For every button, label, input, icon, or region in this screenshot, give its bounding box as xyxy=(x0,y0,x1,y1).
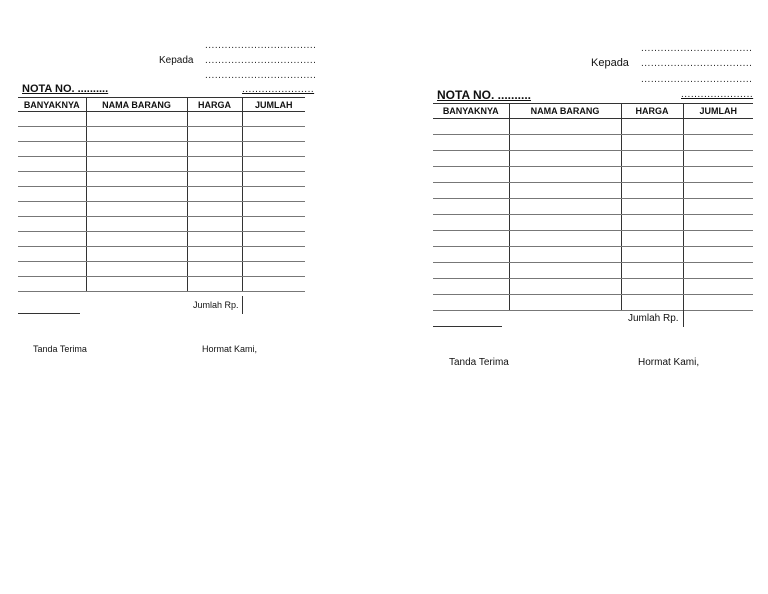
address-line-3: .................................. xyxy=(641,74,753,85)
column-header: HARGA xyxy=(187,98,242,112)
address-line-2: .................................. xyxy=(205,55,317,66)
table-row xyxy=(433,247,753,263)
sender-label: Hormat Kami, xyxy=(202,344,258,354)
nota-form-right xyxy=(410,0,768,420)
table-row xyxy=(18,277,305,292)
date-dots: ...................... xyxy=(681,89,754,100)
column-header: BANYAKNYA xyxy=(433,104,509,119)
column-header: JUMLAH xyxy=(683,104,753,119)
sender-label: Hormat Kami, xyxy=(638,357,700,368)
kepada-label: Kepada xyxy=(159,55,194,66)
address-line-1: .................................. xyxy=(205,40,317,51)
table-row xyxy=(18,217,305,232)
column-header: BANYAKNYA xyxy=(18,98,86,112)
table-row xyxy=(433,167,753,183)
table-row xyxy=(18,157,305,172)
table-row xyxy=(433,151,753,167)
table-row xyxy=(18,232,305,247)
date-dots: ...................... xyxy=(242,84,315,95)
address-line-2: .................................. xyxy=(641,58,753,69)
column-header: HARGA xyxy=(621,104,683,119)
table-row xyxy=(18,247,305,262)
address-line-1: .................................. xyxy=(641,43,753,54)
signature-line xyxy=(433,326,502,327)
table-row xyxy=(433,231,753,247)
total-divider xyxy=(242,296,243,314)
table-row xyxy=(18,142,305,157)
nota-title: NOTA NO. .......... xyxy=(437,88,532,102)
total-divider xyxy=(683,309,684,327)
address-line-3: .................................. xyxy=(205,70,317,81)
table-row xyxy=(433,135,753,151)
column-header: JUMLAH xyxy=(242,98,305,112)
table-row xyxy=(18,187,305,202)
table-row xyxy=(433,295,753,311)
table-row xyxy=(433,183,753,199)
items-table xyxy=(433,103,753,311)
table-row xyxy=(18,127,305,142)
nota-form-left xyxy=(0,0,320,400)
table-row xyxy=(18,172,305,187)
receiver-label: Tanda Terima xyxy=(33,344,87,354)
table-row xyxy=(433,279,753,295)
table-row xyxy=(433,199,753,215)
table-row xyxy=(18,262,305,277)
table-row xyxy=(18,202,305,217)
column-header: NAMA BARANG xyxy=(86,98,187,112)
table-row xyxy=(433,119,753,135)
items-table xyxy=(18,97,305,292)
nota-title: NOTA NO. .......... xyxy=(22,83,109,95)
total-label: Jumlah Rp. xyxy=(628,313,679,324)
receiver-label: Tanda Terima xyxy=(449,357,509,368)
total-label: Jumlah Rp. xyxy=(193,300,239,310)
column-header: NAMA BARANG xyxy=(509,104,621,119)
table-row xyxy=(18,112,305,127)
signature-line xyxy=(18,313,80,314)
kepada-label: Kepada xyxy=(591,57,629,69)
table-row xyxy=(433,263,753,279)
table-row xyxy=(433,215,753,231)
